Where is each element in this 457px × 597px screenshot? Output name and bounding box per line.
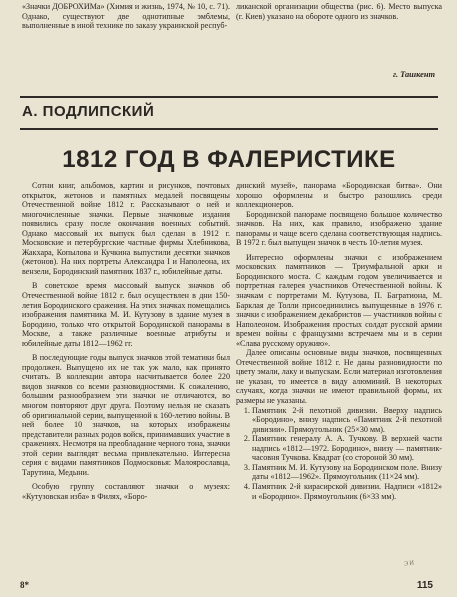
paragraph: Сотни книг, альбомов, картин и рисунков, почтовых открыток, жетонов и памятных медалей посвящены Отечественной войне 1812 г. Рассказывают о ней и многочисленные значки. Первые значковые издания появились сразу после окончания военных событий. Однако массовый их выпуск был сделан в 1912 г. Московские и петербургские частные фирмы Хлебникова, Жакхара, Копылова и Кучкина выпустили десятки значков (жетонов). На них портреты Александра I и Наполеона, их вензели, Бородинский памятник 1837 г., юбилейные даты.	[22, 181, 230, 276]
article-title: 1812 ГОД В ФАЛЕРИСТИКЕ	[62, 146, 396, 173]
list-item: 2. Памятник генералу А. А. Тучкову. В верхней части надпись «1812—1972. Бородино», внизу — памятник-часовня Тучкова. Квадрат (со стороной 30 мм).	[252, 434, 442, 463]
paragraph: динский музей», панорама «Бородинская битва». Они хорошо оформлены и быстро разошлись среди коллекционеров.	[236, 181, 442, 210]
list-item: 4. Памятник 2-й кирасирской дивизии. Надписи «1812» и «Бородино». Прямоугольник (6×33 мм).	[252, 482, 442, 501]
author-bottom-rule	[20, 128, 438, 130]
list-item: 3. Памятник М. И. Кутузову на Бородинском поле. Внизу даты «1812—1962». Прямоугольник (11×24 мм).	[252, 463, 442, 482]
article-left-column	[22, 181, 230, 502]
article-author: А. ПОДЛИПСКИЙ	[22, 103, 155, 120]
paragraph: В советское время массовый выпуск значков об Отечественной войне 1812 г. был осуществлен в дни 150-летия Бородинского сражения. На этих значках помещались изображения памятника М. И. Кутузову в здание музея в Бородино, только что открытой Бородинской панорамы в Москве, а также различные военные атрибуты и юбилейные даты 1812—1962 гг.	[22, 281, 230, 348]
signature-mark: 8*	[20, 580, 29, 590]
previous-article-right-column	[236, 2, 442, 21]
library-stamp: ЭИ	[403, 559, 416, 568]
article-right-column	[236, 181, 442, 501]
page-number: 115	[416, 580, 433, 591]
previous-article-left-column	[22, 2, 230, 31]
previous-article-signature: г. Ташкент	[392, 70, 435, 79]
badge-list	[236, 406, 442, 501]
author-top-rule	[20, 96, 438, 98]
paragraph: В последующие годы выпуск значков этой тематики был продолжен. Выпущено их не так уж мало, как принято считать. В коллекции автора насчитывается более 220 видов значков со всеми разновидностями. К сожалению, большим разнообразием эти значки не отличаются, во многом повторяют друг друга. Поэтому нельзя не сказать об оригинальной серии, выпущенной к 160-летию войны. В ней более 10 значков, на которых изображены представители разных родов войск, принимавших участие в сражениях. Несмотря на преобладание черного тона, значки этой серии выглядят весьма привлекательно. Интересна серия с видами памятников Подмосковья: Малоярославца, Тарутина, Медыни.	[22, 353, 230, 477]
previous-article-text-right: ликанской организации общества (рис. 6). Место выпуска (г. Киев) указано на обороте одного из значков.	[236, 2, 442, 21]
paragraph: Интересно оформлены значки с изображением московских памятников — Триумфальной арки и Бородинского моста. С каждым годом увеличивается и портретная галерея участников Отечественной войны. К значкам с портретами М. Кутузова, П. Багратиона, М. Барклая де Толли присоединились выпущенные в 1976 г. значки с изображением декабристов — участников войны с Наполеоном. Изображения простых солдат русской армии времен войны с французами встречаем мы и в серии «Слава русскому оружию».	[236, 252, 442, 348]
paragraph: Особую группу составляют значки о музеях: «Кутузовская изба» в Филях, «Боро-	[22, 482, 230, 501]
paragraph: Бородинской панораме посвящено большое количество значков. На них, как правило, изображено здание панорамы и чаще всего сделана соответствующая надпись. В 1972 г. был выпущен значок в честь 10-летия музея.	[236, 209, 442, 248]
previous-article-text-left: «Значки ДОБРОХИМа» (Химия и жизнь, 1974, № 10, с. 71). Однако, существуют две однотипные эмблемы, выполненные в иной технике по заказу украинской респуб-	[22, 2, 230, 31]
paragraph: Далее описаны основные виды значков, посвященных Отечественной войне 1812 г. Не даны разновидности по цвету эмали, лаку и выпускам. Если материал изготовления не указан, то имеется в виду алюминий. В некоторых случаях, когда значки не имеют правильной формы, их размеры не указаны.	[236, 348, 442, 406]
list-item: 1. Памятник 2-й пехотной дивизии. Вверху надпись «Бородино», внизу надпись «Памятник 2-й пехотной дивизии». Прямоугольник (25×30 мм).	[252, 406, 442, 435]
